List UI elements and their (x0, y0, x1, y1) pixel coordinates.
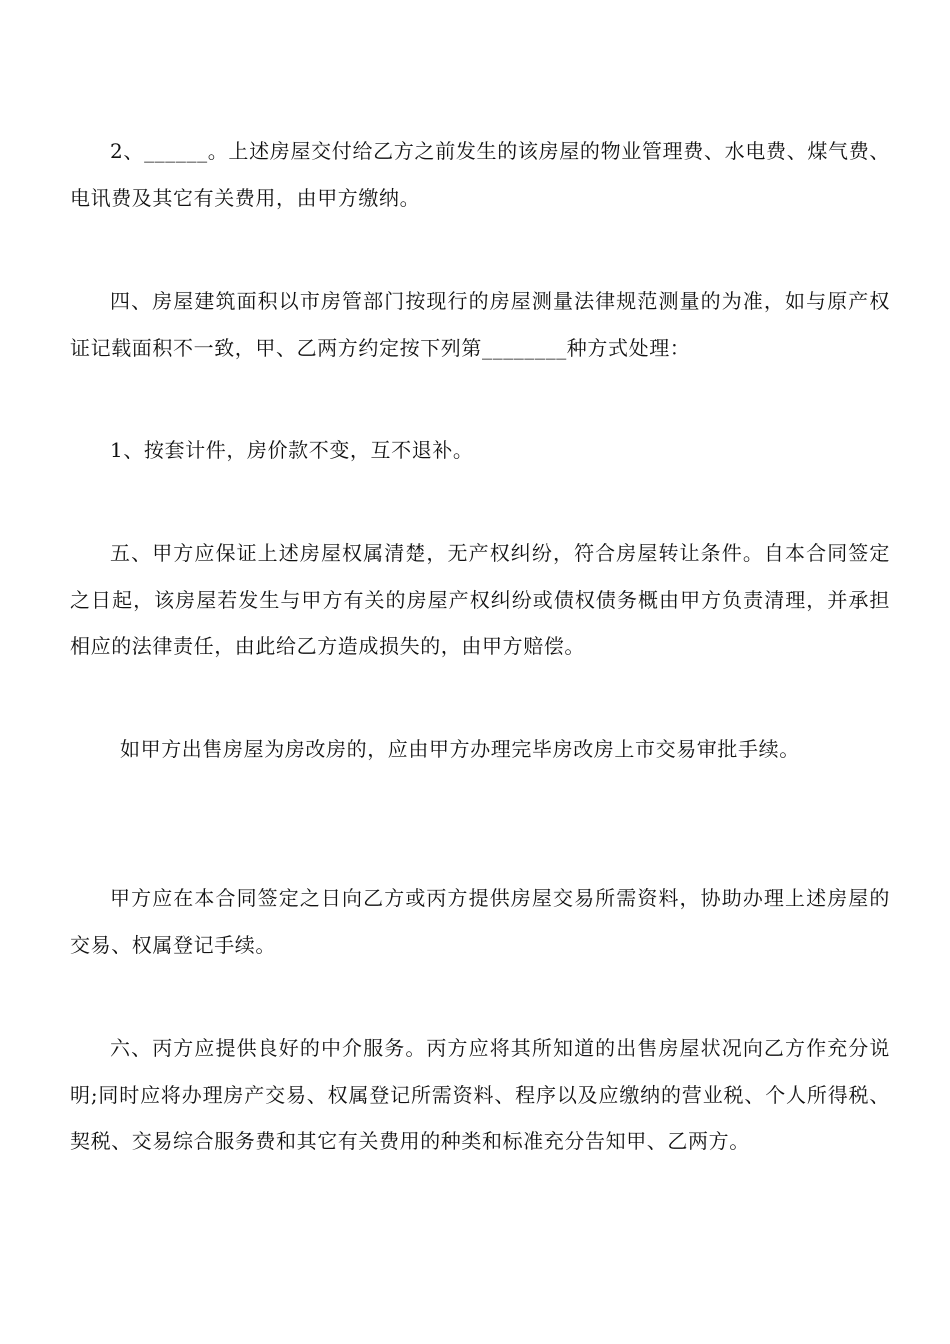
paragraph-option-one: 1、按套计件，房价款不变，互不退补。 (110, 438, 474, 462)
paragraph-documents: 甲方应在本合同签定之日向乙方或丙方提供房屋交易所需资料，协助办理上述房屋的交易、权属登记手续。 (70, 886, 890, 957)
paragraph-agent-service: 六、丙方应提供良好的中介服务。丙方应将其所知道的出售房屋状况向乙方作充分说明;同时应将办理房产交易、权属登记所需资料、程序以及应缴纳的营业税、个人所得税、契税、交易综合服务费和其它有关费用的种类和标准充分告知甲、乙两方。 (70, 1036, 890, 1153)
paragraph-reform-housing: 如甲方出售房屋为房改房的，应由甲方办理完毕房改房上市交易审批手续。 (120, 737, 800, 761)
paragraph-area-measurement: 四、房屋建筑面积以市房管部门按现行的房屋测量法律规范测量的为准，如与原产权证记载面积不一致，甲、乙两方约定按下列第________种方式处理： (70, 289, 890, 360)
paragraph-title-guarantee: 五、甲方应保证上述房屋权属清楚，无产权纠纷，符合房屋转让条件。自本合同签定之日起，该房屋若发生与甲方有关的房屋产权纠纷或债权债务概由甲方负责清理，并承担相应的法律责任，由此给乙方造成损失的，由甲方赔偿。 (70, 541, 890, 658)
paragraph-fee-responsibility: 2、______。上述房屋交付给乙方之前发生的该房屋的物业管理费、水电费、煤气费、电讯费及其它有关费用，由甲方缴纳。 (70, 139, 890, 210)
